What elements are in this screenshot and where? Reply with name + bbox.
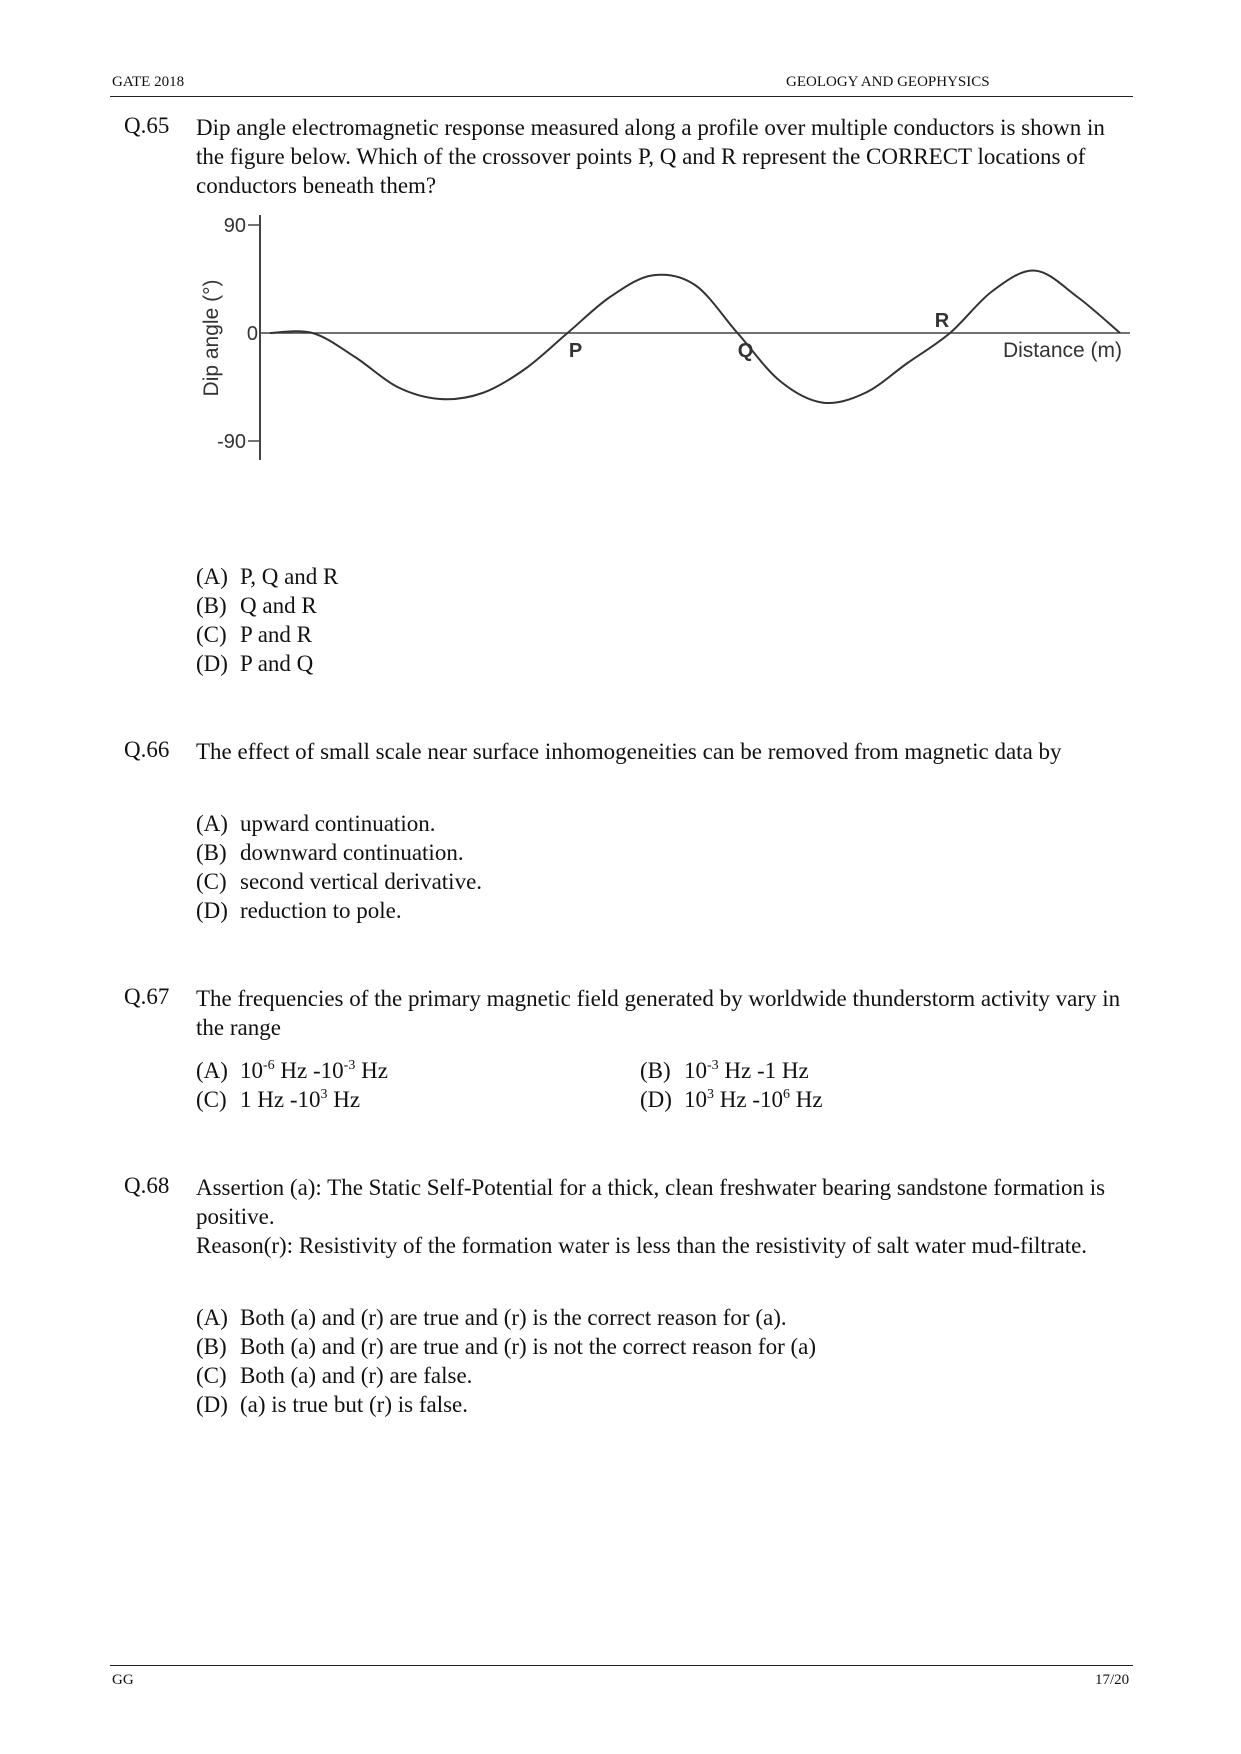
q65-number: Q.65 (124, 113, 170, 138)
crossover-label-p: P (568, 340, 583, 362)
option-label: (A) (196, 1058, 228, 1083)
option-base: 10 (759, 1087, 783, 1112)
header-left: GATE 2018 (112, 74, 185, 90)
option-text: Both (a) and (r) are true and (r) is the correct reason for (a). (240, 1305, 787, 1330)
q66-text: The effect of small scale near surface inhomogeneities can be removed from magnetic data by (196, 739, 1062, 764)
option-text: Hz -1 Hz (718, 1058, 809, 1083)
y-tick-label: -90 (217, 431, 246, 453)
option-text: P, Q and R (240, 564, 339, 589)
option-label: (C) (196, 622, 227, 647)
q67-option-d[interactable] (640, 1085, 823, 1114)
option-label: (C) (196, 869, 227, 894)
option-exponent: 3 (320, 1087, 328, 1102)
option-label: (A) (196, 1305, 228, 1330)
crossover-label-r: R (934, 310, 950, 332)
option-label: (D) (196, 1392, 228, 1417)
q67-text: The frequencies of the primary magnetic field generated by worldwide thunderstorm activity vary in the range (196, 986, 1121, 1040)
option-unit: Hz (327, 1087, 361, 1112)
option-base: 10 (297, 1087, 321, 1112)
q66-option-b[interactable] (196, 838, 464, 867)
q66-option-c[interactable] (196, 867, 482, 896)
option-exponent: 3 (707, 1087, 714, 1102)
option-unit: Hz (355, 1058, 388, 1083)
q65-option-d[interactable] (196, 649, 313, 678)
option-label: (C) (196, 1363, 227, 1388)
option-text: Hz - (274, 1058, 321, 1083)
header-right: GEOLOGY AND GEOPHYSICS (786, 74, 990, 90)
option-label: (B) (196, 593, 227, 618)
option-label: (D) (196, 898, 228, 923)
option-exponent: -3 (707, 1058, 719, 1073)
q68-reason: Reason(r): Resistivity of the formation water is less than the resistivity of salt water mud-filtrate. (196, 1233, 1088, 1258)
option-text: 1 Hz - (240, 1087, 298, 1112)
q67-number: Q.67 (124, 984, 170, 1009)
y-axis-label: Dip angle (°) (200, 279, 223, 397)
option-text: reduction to pole. (240, 898, 402, 923)
option-text: P and R (240, 622, 312, 647)
q68-assertion: Assertion (a): The Static Self-Potential for a thick, clean freshwater bearing sandstone formation is positive. (196, 1175, 1106, 1229)
crossover-label-q: Q (737, 340, 754, 362)
option-label: (D) (640, 1087, 672, 1112)
option-label: (A) (196, 564, 228, 589)
y-tick-label: 90 (223, 215, 246, 237)
option-label: (D) (196, 651, 228, 676)
option-base: 10 (684, 1058, 707, 1083)
dip-angle-series-line (270, 271, 1120, 404)
option-unit: Hz (789, 1087, 823, 1112)
footer-left: GG (112, 1672, 134, 1688)
q68-option-c[interactable] (196, 1361, 472, 1390)
option-text: Both (a) and (r) are false. (240, 1363, 473, 1388)
option-text: (a) is true but (r) is false. (240, 1392, 469, 1417)
x-axis-label: Distance (m) (1002, 339, 1122, 362)
option-base: 10 (320, 1058, 344, 1083)
option-text: upward continuation. (240, 811, 436, 836)
q68-option-a[interactable] (196, 1303, 787, 1332)
footer-rule (110, 1665, 1133, 1666)
q66-option-a[interactable] (196, 809, 435, 838)
q65-option-a[interactable] (196, 562, 338, 591)
q68-number: Q.68 (124, 1173, 170, 1198)
q66-number: Q.66 (124, 737, 170, 762)
option-base: 10 (240, 1058, 263, 1083)
option-label: (B) (640, 1058, 671, 1083)
option-text: Both (a) and (r) are true and (r) is not the correct reason for (a) (240, 1334, 816, 1359)
q67-option-a[interactable] (196, 1056, 388, 1085)
option-text: Q and R (240, 593, 317, 618)
option-text: downward continuation. (240, 840, 464, 865)
option-exponent: -6 (263, 1058, 275, 1073)
option-text: second vertical derivative. (240, 869, 483, 894)
option-text: Hz - (714, 1087, 760, 1112)
q65-option-b[interactable] (196, 591, 317, 620)
dip-angle-chart (190, 215, 1130, 525)
y-tick-label: 0 (246, 323, 258, 345)
option-exponent: -3 (343, 1058, 356, 1073)
q65-option-c[interactable] (196, 620, 312, 649)
option-base: 10 (684, 1087, 707, 1112)
option-label: (B) (196, 1334, 227, 1359)
option-label: (C) (196, 1087, 227, 1112)
q67-option-b[interactable] (640, 1056, 809, 1085)
footer-right: 17/20 (1095, 1672, 1130, 1688)
option-text: P and Q (240, 651, 314, 676)
q67-option-c[interactable] (196, 1085, 360, 1114)
q68-option-d[interactable] (196, 1390, 468, 1419)
option-exponent: 6 (782, 1087, 790, 1102)
q65-text: Dip angle electromagnetic response measured along a profile over multiple conductors is shown in the figure below. Which of the crossover points P, Q and R represent the CORRECT locations of conductors beneath them? (196, 115, 1105, 198)
option-label: (A) (196, 811, 228, 836)
q68-option-b[interactable] (196, 1332, 816, 1361)
option-label: (B) (196, 840, 227, 865)
header-rule (110, 96, 1133, 97)
q66-option-d[interactable] (196, 896, 402, 925)
